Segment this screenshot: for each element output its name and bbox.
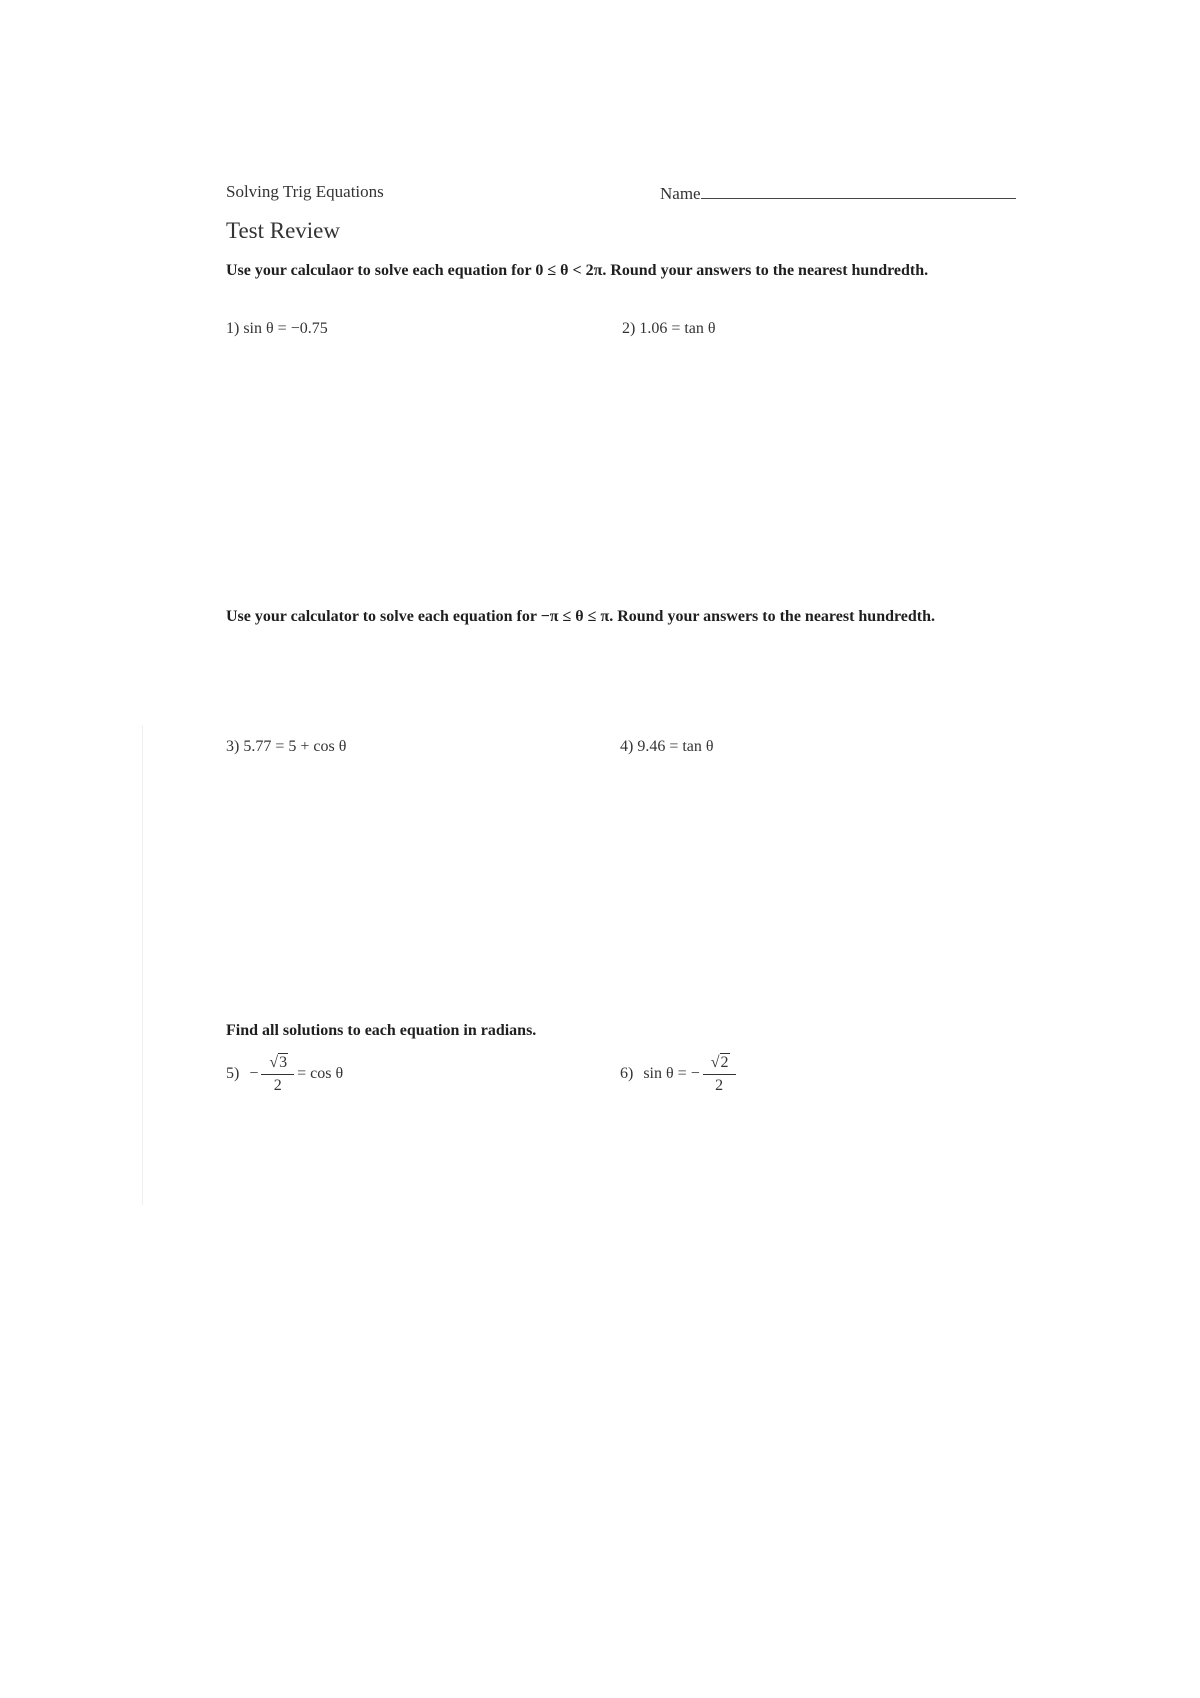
problem-3: 3) 5.77 = 5 + cos θ [226, 738, 347, 755]
problem-6-prefix: sin θ = − [643, 1065, 700, 1083]
section-1-instructions: Use your calculaor to solve each equation for 0 ≤ θ < 2π. Round your answers to the nearest hundredth. [226, 262, 929, 279]
problem-5 [226, 1054, 343, 1095]
problem-5-fraction [261, 1054, 294, 1095]
course-title: Solving Trig Equations [226, 182, 384, 201]
name-field [660, 184, 1016, 204]
problem-5-suffix: = cos θ [297, 1065, 344, 1083]
name-blank-line [701, 185, 1016, 199]
problem-4: 4) 9.46 = tan θ [620, 738, 714, 755]
name-label: Name [660, 184, 701, 203]
scan-artifact-line [142, 725, 143, 1205]
problem-1: 1) sin θ = −0.75 [226, 320, 328, 337]
problem-5-number: 5) [226, 1065, 240, 1083]
problem-6-fraction [703, 1054, 736, 1095]
problem-6-denominator: 2 [715, 1077, 724, 1094]
problem-6-numerator [703, 1054, 736, 1075]
problem-5-denominator: 2 [273, 1077, 282, 1094]
problem-6 [620, 1054, 739, 1095]
problem-5-numerator [261, 1054, 294, 1075]
section-3-instructions: Find all solutions to each equation in radians. [226, 1022, 537, 1039]
page-title: Test Review [226, 218, 341, 243]
problem-2: 2) 1.06 = tan θ [622, 320, 716, 337]
sqrt-symbol: √3 [269, 1054, 288, 1071]
problem-5-prefix: − [249, 1065, 259, 1083]
sqrt-symbol: √2 [710, 1054, 729, 1071]
section-2-instructions: Use your calculator to solve each equation for −π ≤ θ ≤ π. Round your answers to the nearest hundredth. [226, 608, 936, 625]
problem-6-number: 6) [620, 1065, 634, 1083]
